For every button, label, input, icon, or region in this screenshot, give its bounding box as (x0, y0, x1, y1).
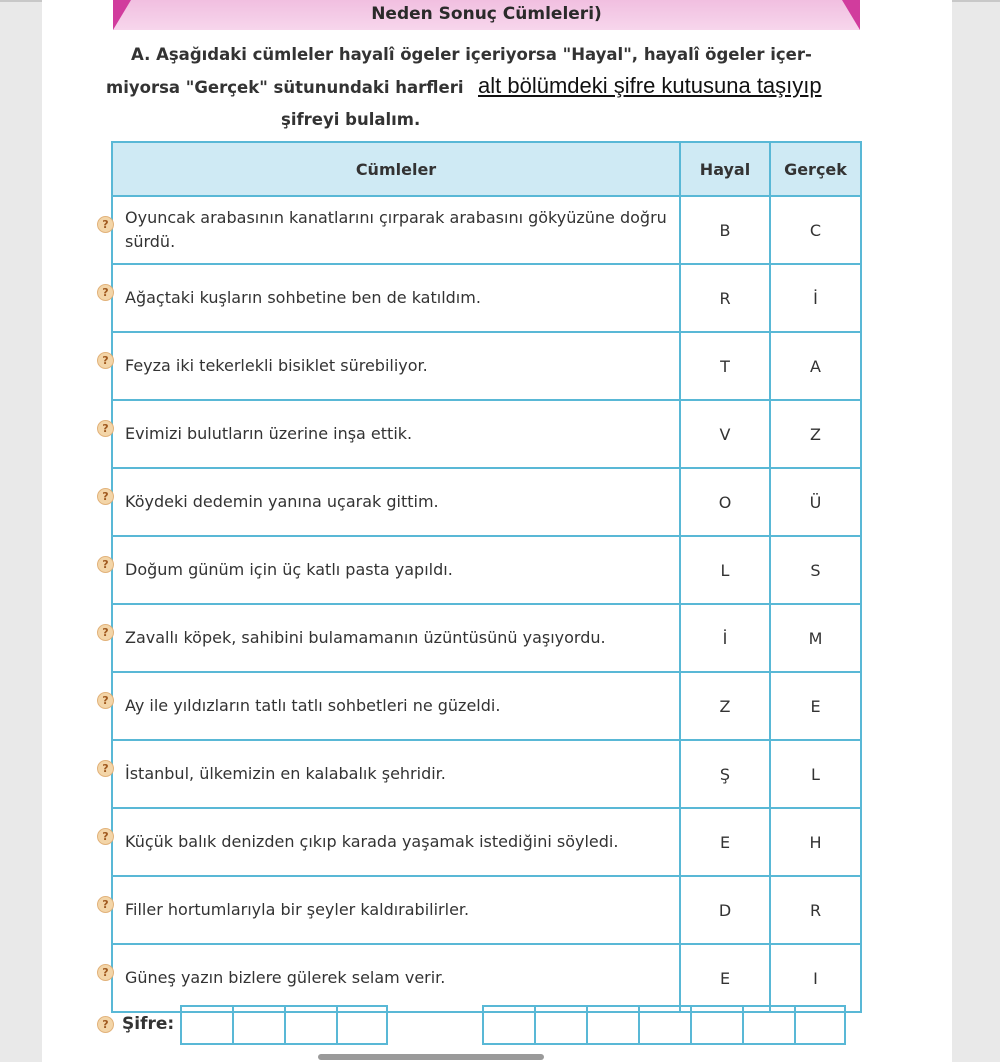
sentence-cell: Güneş yazın bizlere gülerek selam verir. (112, 944, 680, 1012)
help-question-icon[interactable]: ? (97, 760, 114, 777)
gercek-letter-cell[interactable]: H (770, 808, 861, 876)
hayal-letter-cell[interactable]: Ş (680, 740, 770, 808)
gercek-letter-cell[interactable]: Z (770, 400, 861, 468)
sentence-cell: Evimizi bulutların üzerine inşa ettik. (112, 400, 680, 468)
hayal-letter-cell[interactable]: İ (680, 604, 770, 672)
sifre-box[interactable] (534, 1005, 586, 1045)
table-row (112, 740, 861, 808)
sifre-box-group-1 (180, 1005, 388, 1045)
sifre-box[interactable] (638, 1005, 690, 1045)
hayal-letter-cell[interactable]: E (680, 944, 770, 1012)
table-row (112, 672, 861, 740)
sentence-cell: Ay ile yıldızların tatlı tatlı sohbetleri ne güzeldi. (112, 672, 680, 740)
help-question-icon[interactable]: ? (97, 828, 114, 845)
sifre-box[interactable] (742, 1005, 794, 1045)
sentence-cell: Doğum günüm için üç katlı pasta yapıldı. (112, 536, 680, 604)
sifre-box[interactable] (690, 1005, 742, 1045)
hayal-letter-cell[interactable]: T (680, 332, 770, 400)
sentences-table (111, 141, 862, 1013)
table-row (112, 400, 861, 468)
section-banner (113, 0, 860, 30)
hayal-letter-cell[interactable]: L (680, 536, 770, 604)
table-row (112, 332, 861, 400)
hayal-letter-cell[interactable]: E (680, 808, 770, 876)
sentence-cell: İstanbul, ülkemizin en kalabalık şehridir. (112, 740, 680, 808)
hayal-letter-cell[interactable]: B (680, 196, 770, 264)
gercek-letter-cell[interactable]: M (770, 604, 861, 672)
instruction-line-3: şifreyi bulalım. (281, 110, 421, 129)
help-question-icon[interactable]: ? (97, 352, 114, 369)
table-row (112, 876, 861, 944)
help-question-icon[interactable]: ? (97, 488, 114, 505)
hayal-letter-cell[interactable]: O (680, 468, 770, 536)
sentence-cell: Oyuncak arabasının kanatlarını çırparak arabasını gökyüzüne doğru sürdü. (112, 196, 680, 264)
sentence-cell: Küçük balık denizden çıkıp karada yaşamak istediğini söyledi. (112, 808, 680, 876)
sifre-box[interactable] (482, 1005, 534, 1045)
help-question-icon[interactable]: ? (97, 896, 114, 913)
sentence-cell: Köydeki dedemin yanına uçarak gittim. (112, 468, 680, 536)
help-question-icon[interactable]: ? (97, 624, 114, 641)
header-hayal: Hayal (680, 142, 770, 196)
table-header-row (112, 142, 861, 196)
hayal-letter-cell[interactable]: V (680, 400, 770, 468)
table-row (112, 604, 861, 672)
sentence-cell: Zavallı köpek, sahibini bulamamanın üzüntüsünü yaşıyordu. (112, 604, 680, 672)
gercek-letter-cell[interactable]: S (770, 536, 861, 604)
sifre-box[interactable] (232, 1005, 284, 1045)
instruction-line-1: A. Aşağıdaki cümleler hayalî ögeler içeriyorsa "Hayal", hayalî ögeler içer- (131, 45, 812, 64)
help-question-icon[interactable]: ? (97, 964, 114, 981)
header-sentences: Cümleler (112, 142, 680, 196)
table-row (112, 808, 861, 876)
table-row (112, 264, 861, 332)
hayal-letter-cell[interactable]: Z (680, 672, 770, 740)
help-question-icon[interactable]: ? (97, 692, 114, 709)
gercek-letter-cell[interactable]: C (770, 196, 861, 264)
sifre-box[interactable] (336, 1005, 388, 1045)
sentence-cell: Filler hortumlarıyla bir şeyler kaldırabilirler. (112, 876, 680, 944)
gercek-letter-cell[interactable]: E (770, 672, 861, 740)
gercek-letter-cell[interactable]: R (770, 876, 861, 944)
instruction-overlay-text: alt bölümdeki şifre kutusuna taşıyıp (478, 73, 822, 98)
banner-title: Neden Sonuç Cümleleri) (371, 4, 602, 24)
help-question-icon[interactable]: ? (97, 284, 114, 301)
sifre-box[interactable] (284, 1005, 336, 1045)
sentence-cell: Feyza iki tekerlekli bisiklet sürebiliyor. (112, 332, 680, 400)
gercek-letter-cell[interactable]: I (770, 944, 861, 1012)
table-row (112, 196, 861, 264)
sifre-box[interactable] (794, 1005, 846, 1045)
hayal-letter-cell[interactable]: R (680, 264, 770, 332)
sentence-cell: Ağaçtaki kuşların sohbetine ben de katıldım. (112, 264, 680, 332)
table-row (112, 944, 861, 1012)
table-row (112, 468, 861, 536)
help-question-icon[interactable]: ? (97, 1016, 114, 1033)
sifre-box[interactable] (180, 1005, 232, 1045)
header-gercek: Gerçek (770, 142, 861, 196)
instruction-line-2: miyorsa "Gerçek" sütunundaki harfleri (106, 78, 464, 97)
horizontal-scrollbar[interactable] (318, 1054, 544, 1060)
sifre-box-group-2 (482, 1005, 846, 1045)
gercek-letter-cell[interactable]: Ü (770, 468, 861, 536)
gercek-letter-cell[interactable]: A (770, 332, 861, 400)
help-question-icon[interactable]: ? (97, 216, 114, 233)
sifre-box[interactable] (586, 1005, 638, 1045)
gercek-letter-cell[interactable]: İ (770, 264, 861, 332)
help-question-icon[interactable]: ? (97, 420, 114, 437)
gercek-letter-cell[interactable]: L (770, 740, 861, 808)
sifre-label: Şifre: (122, 1014, 175, 1034)
hayal-letter-cell[interactable]: D (680, 876, 770, 944)
help-question-icon[interactable]: ? (97, 556, 114, 573)
table-row (112, 536, 861, 604)
